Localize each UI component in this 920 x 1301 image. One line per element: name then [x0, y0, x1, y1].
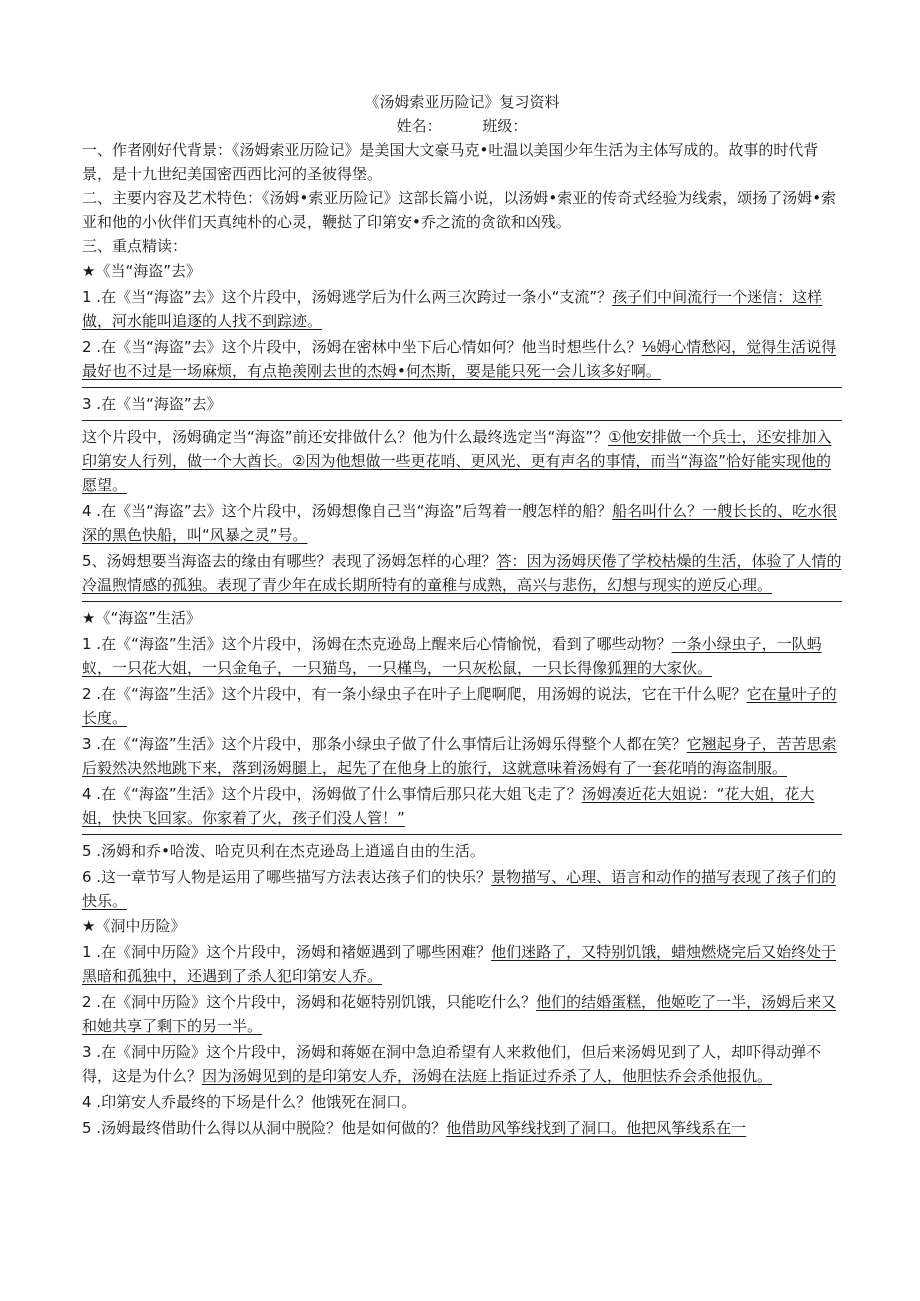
- intro-focus: 三、重点精读：: [82, 237, 188, 255]
- question-item: [82, 682, 842, 730]
- intro-background: 一、作者刚好代背景：《汤姆索亚历险记》是美国大文豪马克•吐温以美国少年生活为主体写成的。故事的时代背景，是十九世纪美国密西西比河的圣彼得堡。: [82, 141, 819, 183]
- question-item: [82, 782, 842, 830]
- question-item: [82, 549, 842, 597]
- question-text: 5、汤姆想要当海盗去的缘由有哪些？表现了汤姆怎样的心理？: [82, 552, 497, 570]
- answer-text: 景物描写、心理、语言和动作的描写表现了孩子们的快乐。: [82, 868, 837, 910]
- question-text: 2 .在《洞中历险》这个片段中，汤姆和花姬特别饥饿，只能吃什么？: [82, 993, 537, 1011]
- name-label: 姓名：: [396, 117, 442, 135]
- question-item: [82, 940, 842, 988]
- answer-text: 孩子们中间流行一个迷信：这样做，河水能叫追逐的人找不到踪迹。: [82, 288, 823, 330]
- answer-text: ①他安排做一个兵士，还安排加入印第安人行列，做一个大酋长。②因为他想做一些更花哨、更风光、更有声名的事情，而当“海盗”恰好能实现他的愿望。: [82, 428, 832, 494]
- answer-text: 因为汤姆见到的是印第安人乔，汤姆在法庭上指证过乔杀了人，他胆怯乔会杀他报仇。: [202, 1067, 773, 1085]
- answer-text: 汤姆凑近花大姐说：“花大姐，花大姐，快快飞回家。你家着了火，孩子们没人管！”: [82, 785, 815, 827]
- answer-text: 它翘起身子，苦苦思索后毅然决然地跳下来，落到汤姆腿上，起先了在他身上的旅行，这就意味着汤姆有了一套花哨的海盗制服。: [82, 735, 837, 777]
- student-info: [82, 114, 842, 138]
- question-item: [82, 834, 842, 863]
- question-text: 1 .在《当“海盗”去》这个片段中，汤姆逃学后为什么两三次跨过一条小“支流”？: [82, 288, 613, 306]
- question-text: 5 .汤姆和乔•哈泼、哈克贝利在杰克逊岛上逍遥自由的生活。: [82, 842, 485, 860]
- question-text: 4 .在《“海盗”生活》这个片段中，汤姆做了什么事情后那只花大姐飞走了？: [82, 785, 582, 803]
- question-item: [82, 499, 842, 547]
- question-text: 4 .印第安人乔最终的下场是什么？他饿死在洞口。: [82, 1093, 417, 1111]
- question-text: 5 .汤姆最终借助什么得以从洞中脱险？他是如何做的？: [82, 1119, 447, 1137]
- question-item: [82, 865, 842, 913]
- answer-text: 他们的结婚蛋糕，他姬吃了一半，汤姆后来又和她共享了剩下的另一半。: [82, 993, 837, 1035]
- question-item: [82, 632, 842, 680]
- question-text: 这个片段中，汤姆确定当“海盗”前还安排做什么？他为什么最终选定当“海盗”？: [82, 428, 609, 446]
- answer-text: 船名叫什么？一艘长长的、吃水很深的黑色快船，叫“风暴之灵”号。: [82, 502, 838, 544]
- question-text: 2 .在《当“海盗”去》这个片段中，汤姆在密林中坐下后心情如何？他当时想些什么？: [82, 338, 642, 356]
- question-item: [82, 285, 842, 333]
- question-item: [82, 387, 842, 416]
- answer-text: 答：因为汤姆厌倦了学校枯燥的生活，体验了人情的冷温煦情感的孤独。表现了青少年在成长期所特有的童稚与成熟，高兴与悲伤，幻想与现实的逆反心理。: [82, 552, 842, 594]
- answer-text: 它在量叶子的长度。: [82, 685, 837, 727]
- section-heading: ★《当“海盗”去》: [82, 262, 201, 280]
- answer-text: 一条小绿虫子，一队蚂蚁，一只花大姐，一只金龟子，一只猫鸟，一只槿鸟，一只灰松鼠，一只长得像狐狸的大家伙。: [82, 635, 822, 677]
- document-page: [82, 80, 842, 1140]
- section-heading: ★《洞中历险》: [82, 917, 186, 935]
- question-text: 1 .在《“海盗”生活》这个片段中，汤姆在杰克逊岛上醒来后心情愉悦，看到了哪些动物？: [82, 635, 672, 653]
- question-item: [82, 335, 842, 383]
- question-item: [82, 1040, 842, 1088]
- question-item: [82, 420, 842, 497]
- question-text: 1 .在《洞中历险》这个片段中，汤姆和褚姬遇到了哪些困难？: [82, 943, 492, 961]
- question-text: 3 .在《当“海盗”去》: [82, 395, 222, 413]
- question-text: 4 .在《当“海盗”去》这个片段中，汤姆想像自己当“海盗”后驾着一艘怎样的船？: [82, 502, 613, 520]
- document-title: 《汤姆索亚历险记》复习资料: [364, 93, 560, 111]
- answer-text: ⅛姆心情愁闷，觉得生活说得最好也不过是一场麻烦，有点艳羡刚去世的杰姆•何杰斯，要是能只死一会儿该多好啊。: [82, 338, 837, 380]
- question-item: [82, 732, 842, 780]
- question-text: 3 .在《“海盗”生活》这个片段中，那条小绿虫子做了什么事情后让汤姆乐得整个人都在笑？: [82, 735, 687, 753]
- question-text: 3 .在《洞中历险》这个片段中，汤姆和蒋姬在洞中急迫希望有人来救他们，但后来汤姆见到了人，却吓得动弹不得，这是为什么？: [82, 1043, 822, 1085]
- question-item: [82, 1116, 842, 1140]
- answer-text: 他们迷路了，又特别饥饿，蜡烛燃烧完后又始终处于黑暗和孤独中，还遇到了杀人犯印第安人乔。: [82, 943, 837, 985]
- class-label: 班级：: [482, 117, 528, 135]
- question-item: [82, 1090, 842, 1114]
- question-text: 6 .这一章节写人物是运用了哪些描写方法表达孩子们的快乐？: [82, 868, 492, 886]
- intro-content: 二、主要内容及艺术特色：《汤姆•索亚历险记》这部长篇小说，以汤姆•索亚的传奇式经验为线索，颂扬了汤姆•索亚和他的小伙伴们天真纯朴的心灵，鞭挞了印第安•乔之流的贪欲和凶残。: [82, 189, 837, 231]
- answer-text: 他借助风筝线找到了洞口。他把风筝线系在一: [446, 1119, 747, 1137]
- section-heading: ★《“海盗”生活》: [82, 601, 842, 630]
- question-text: 2 .在《“海盗”生活》这个片段中，有一条小绿虫子在叶子上爬啊爬，用汤姆的说法，它在干什么呢？: [82, 685, 747, 703]
- question-item: [82, 990, 842, 1038]
